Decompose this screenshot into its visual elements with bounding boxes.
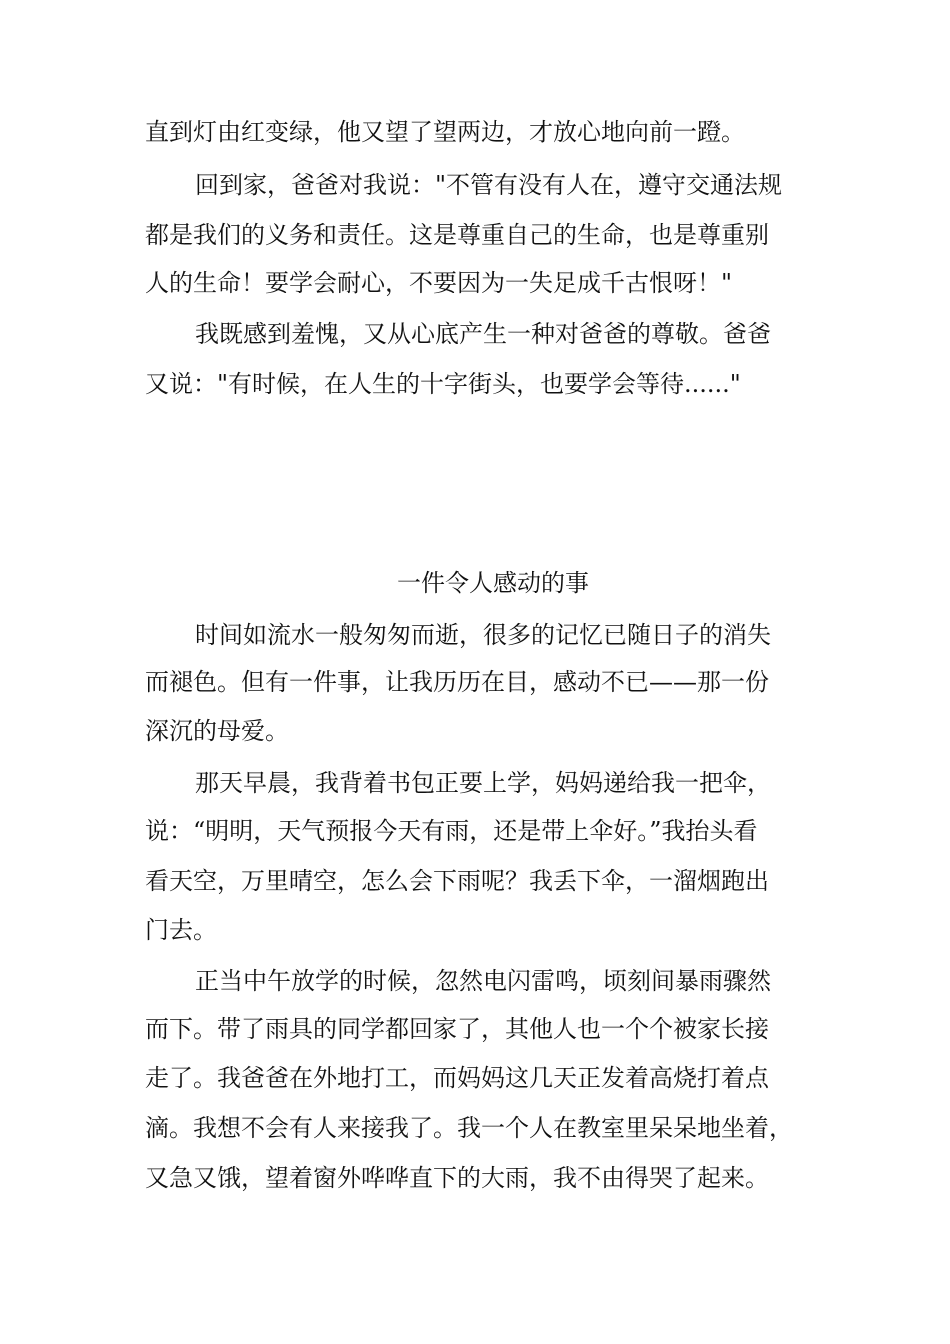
text-line-content: 时间如流水一般匆匆而逝，很多的记忆已随日子的消失 bbox=[195, 621, 771, 649]
text-line-content: 走了。我爸爸在外地打工，而妈妈这几天正发着高烧打着点 bbox=[145, 1064, 769, 1092]
text-line-content: 看天空，万里晴空，怎么会下雨呢？我丢下伞，一溜烟跑出 bbox=[145, 867, 769, 895]
text-line-content: 滴。我想不会有人来接我了。我一个人在教室里呆呆地坐着， bbox=[145, 1114, 793, 1142]
text-line-content: 那天早晨，我背着书包正要上学，妈妈递给我一把伞， bbox=[195, 769, 771, 797]
text-line-content: 而下。带了雨具的同学都回家了，其他人也一个个被家长接 bbox=[145, 1015, 769, 1043]
text-line-content: 人的生命！要学会耐心，不要因为一失足成千古恨呀！" bbox=[145, 269, 733, 297]
text-line-content: 回到家，爸爸对我说："不管有没有人在，遵守交通法规 bbox=[195, 171, 783, 199]
text-line-content: 而褪色。但有一件事，让我历历在目，感动不已——那一份 bbox=[145, 668, 769, 696]
text-line-content: 说：“明明，天气预报今天有雨，还是带上伞好。”我抬头看 bbox=[145, 817, 758, 845]
text-line-content: 门去。 bbox=[145, 916, 217, 944]
text-line-content: 直到灯由红变绿，他又望了望两边，才放心地向前一蹬。 bbox=[145, 118, 745, 146]
essay-title-text: 一件令人感动的事 bbox=[397, 569, 589, 597]
text-line-content: 又急又饿，望着窗外哗哗直下的大雨，我不由得哭了起来。 bbox=[145, 1164, 769, 1192]
text-line-content: 我既感到羞愧，又从心底产生一种对爸爸的尊敬。爸爸 bbox=[195, 320, 771, 348]
text-line-content: 正当中午放学的时候，忽然电闪雷鸣，顷刻间暴雨骤然 bbox=[195, 967, 771, 995]
text-line-content: 都是我们的义务和责任。这是尊重自己的生命，也是尊重别 bbox=[145, 221, 769, 249]
text-line-content: 深沉的母爱。 bbox=[145, 717, 289, 745]
text-line-content: 又说："有时候，在人生的十字街头，也要学会等待......" bbox=[145, 370, 741, 398]
